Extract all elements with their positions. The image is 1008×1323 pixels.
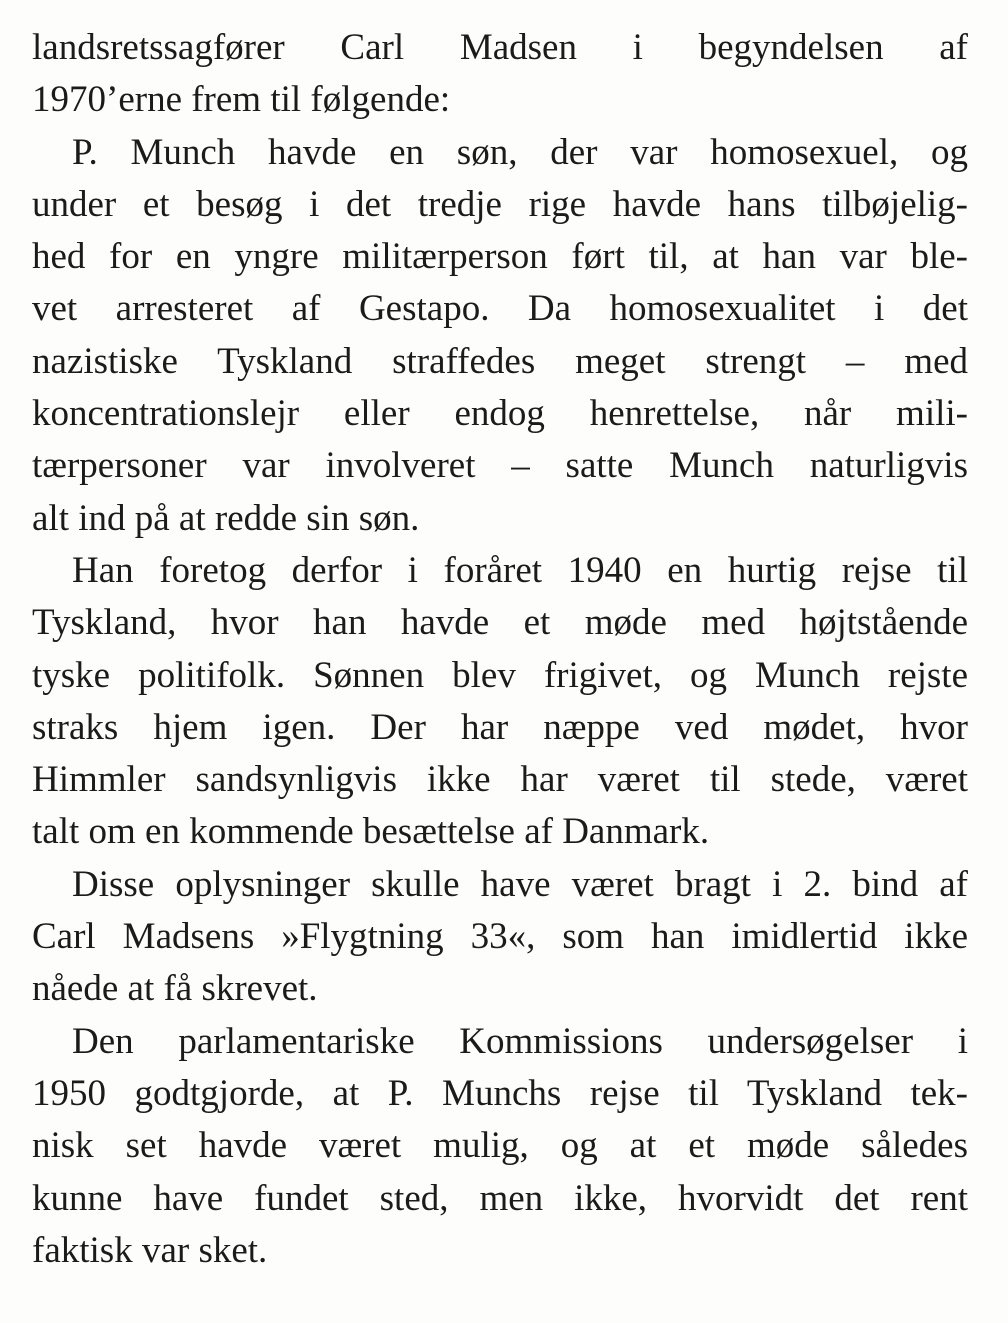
text-line: hed for en yngre militærperson ført til, at han var ble- [32, 236, 968, 278]
text-line: 1950 godtgjorde, at P. Munchs rejse til Tyskland tek- [32, 1072, 968, 1114]
text-line: kunne have fundet sted, men ikke, hvorvidt det rent [32, 1177, 968, 1219]
text-line: tærpersoner var involveret – satte Munch naturligvis [32, 445, 968, 487]
paragraph [32, 859, 968, 1016]
text-line: landsretssagfører Carl Madsen i begyndelsen af [32, 27, 968, 68]
text-line: nazistiske Tyskland straffedes meget strengt – med [32, 340, 968, 382]
text-line: faktisk var sket. [32, 1229, 268, 1271]
paragraph [32, 127, 968, 545]
text-line: vet arresteret af Gestapo. Da homosexualitet i det [32, 288, 968, 330]
text-line: Himmler sandsynligvis ikke har været til stede, været [32, 759, 968, 801]
text-line: alt ind på at redde sin søn. [32, 497, 420, 539]
text-line: P. Munch havde en søn, der var homosexuel, og [72, 131, 968, 173]
text-line: tyske politifolk. Sønnen blev frigivet, og Munch rejste [32, 654, 968, 696]
paragraph [32, 545, 968, 859]
text-line: Carl Madsens »Flygtning 33«, som han imidlertid ikke [32, 916, 968, 958]
paragraph [32, 1016, 968, 1277]
text-line: straks hjem igen. Der har næppe ved mødet, hvor [32, 706, 968, 748]
text-line: Disse oplysninger skulle have været bragt i 2. bind af [72, 863, 968, 905]
text-line: under et besøg i det tredje rige havde hans tilbøjelig- [32, 183, 968, 225]
body-text [32, 22, 968, 1277]
text-line: koncentrationslejr eller endog henrettelse, når mili- [32, 393, 968, 435]
text-line: 1970’erne frem til følgende: [32, 79, 451, 121]
text-line: Den parlamentariske Kommissions undersøgelser i [72, 1020, 968, 1062]
text-line: Tyskland, hvor han havde et møde med højtstående [32, 602, 968, 644]
text-line: nåede at få skrevet. [32, 968, 318, 1010]
text-line: nisk set havde været mulig, og at et møde således [32, 1125, 968, 1167]
text-line: talt om en kommende besættelse af Danmark. [32, 811, 710, 853]
paragraph [32, 22, 968, 127]
text-line: Han foretog derfor i foråret 1940 en hurtig rejse til [72, 549, 968, 591]
